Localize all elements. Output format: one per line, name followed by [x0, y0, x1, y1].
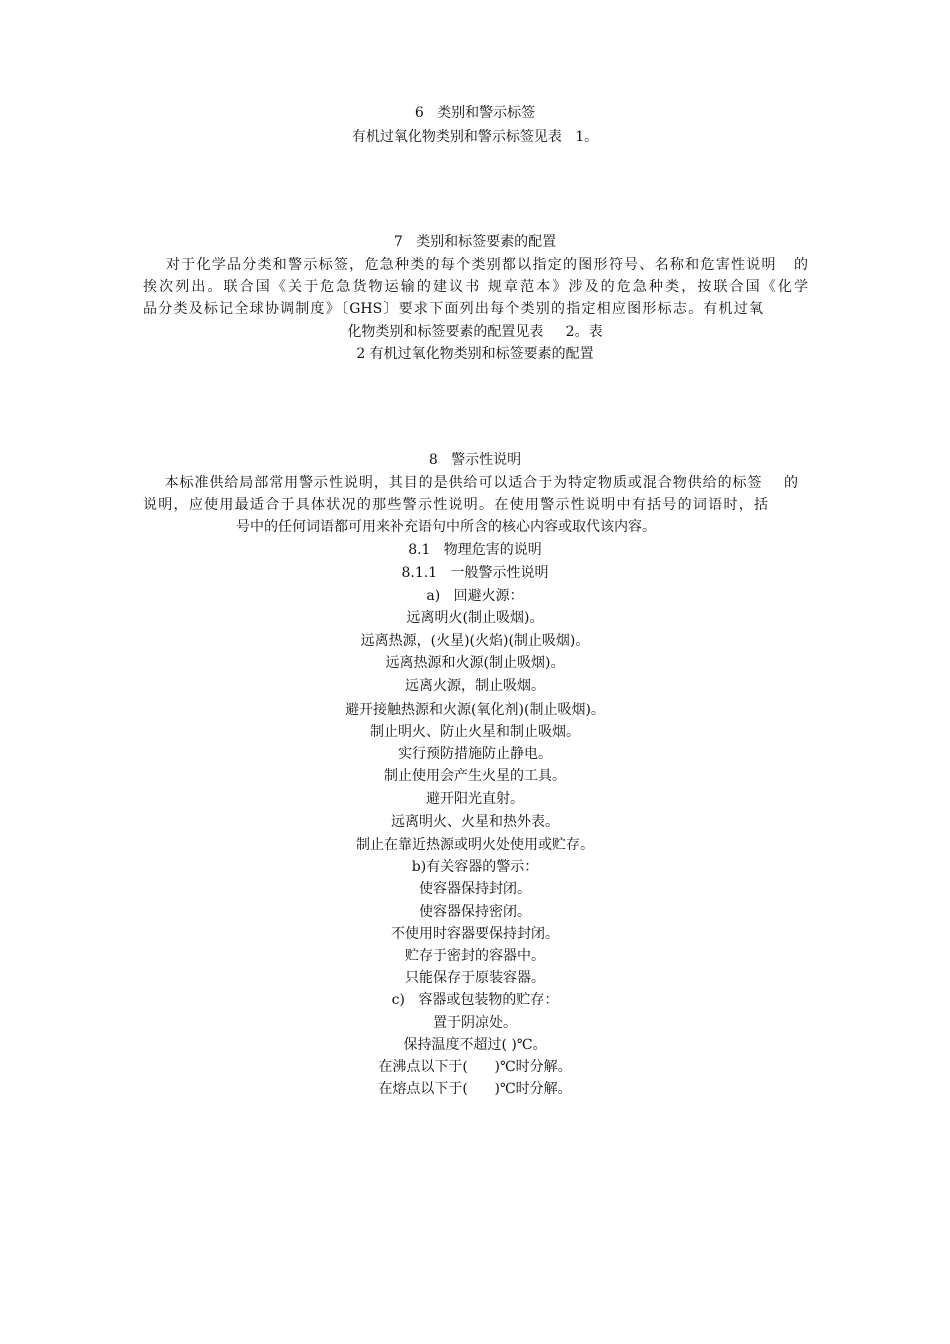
list-item: 远离热源和火源(制止吸烟)。	[385, 655, 565, 671]
list-item: 使容器保持密闭。	[419, 904, 531, 920]
section-7-paragraph-line: 化物类别和标签要素的配置见表 2。表	[347, 324, 603, 340]
list-item: 实行预防措施防止静电。	[398, 746, 552, 762]
list-item: 在沸点以下于( )℃时分解。	[378, 1059, 572, 1075]
list-item: 保持温度不超过( )℃。	[403, 1037, 547, 1053]
list-item: 制止使用会产生火星的工具。	[384, 768, 566, 784]
list-item: 避开阳光直射。	[426, 791, 524, 807]
list-a-heading: a) 回避火源：	[426, 588, 524, 604]
section-8-1-1-heading: 8.1.1 一般警示性说明	[401, 565, 549, 581]
list-c-heading: c) 容器或包装物的贮存：	[391, 992, 559, 1008]
list-item: 远离火源，制止吸烟。	[405, 678, 545, 694]
list-item: 避开接触热源和火源(氧化剂)(制止吸烟)。	[345, 702, 605, 718]
section-7-paragraph-line: 对于化学品分类和警示标签，危急种类的每个类别都以指定的图形符号、名称和危害性说明 的	[143, 257, 808, 273]
list-item: 远离明火(制止吸烟)。	[406, 610, 544, 626]
section-7-paragraph-line: 品分类及标记全球协调制度》〔GHS〕要求下面列出每个类别的指定相应图形标志。有机过氧	[143, 301, 763, 317]
list-item: 使容器保持封闭。	[419, 881, 531, 897]
section-8-1-heading: 8.1 物理危害的说明	[408, 542, 542, 558]
section-8-paragraph-line: 说明，应使用最适合于具体状况的那些警示性说明。在使用警示性说明中有括号的词语时，括	[143, 497, 768, 513]
list-item: 在熔点以下于( )℃时分解。	[378, 1081, 572, 1097]
list-item: 贮存于密封的容器中。	[405, 948, 545, 964]
section-8-heading: 8 警示性说明	[428, 452, 522, 468]
list-item: 不使用时容器要保持封闭。	[391, 926, 559, 942]
section-7-heading: 7 类别和标签要素的配置	[393, 234, 557, 250]
section-7-paragraph-line: 挨次列出。联合国《关于危急货物运输的建议书 规章范本》涉及的危急种类，按联合国《化学	[143, 279, 808, 295]
list-b-heading: b)有关容器的警示：	[411, 859, 539, 875]
table-2-caption: 2 有机过氧化物类别和标签要素的配置	[356, 346, 594, 362]
list-item: 远离明火、火星和热外表。	[391, 814, 559, 830]
list-item: 远离热源，(火星)(火焰)(制止吸烟)。	[360, 633, 590, 649]
section-6-text: 有机过氧化物类别和警示标签见表 1。	[351, 129, 599, 145]
list-item: 置于阴凉处。	[433, 1015, 517, 1031]
section-8-paragraph-line: 号中的任何词语都可用来补充语句中所含的核心内容或取代该内容。	[236, 519, 656, 535]
section-6-heading: 6 类别和警示标签	[414, 105, 536, 121]
list-item: 只能保存于原装容器。	[405, 970, 545, 986]
list-item: 制止在靠近热源或明火处使用或贮存。	[356, 837, 594, 853]
list-item: 制止明火、防止火星和制止吸烟。	[370, 724, 580, 740]
section-8-paragraph-line: 本标准供给局部常用警示性说明，其目的是供给可以适合于为特定物质或混合物供给的标签 的	[143, 475, 798, 491]
